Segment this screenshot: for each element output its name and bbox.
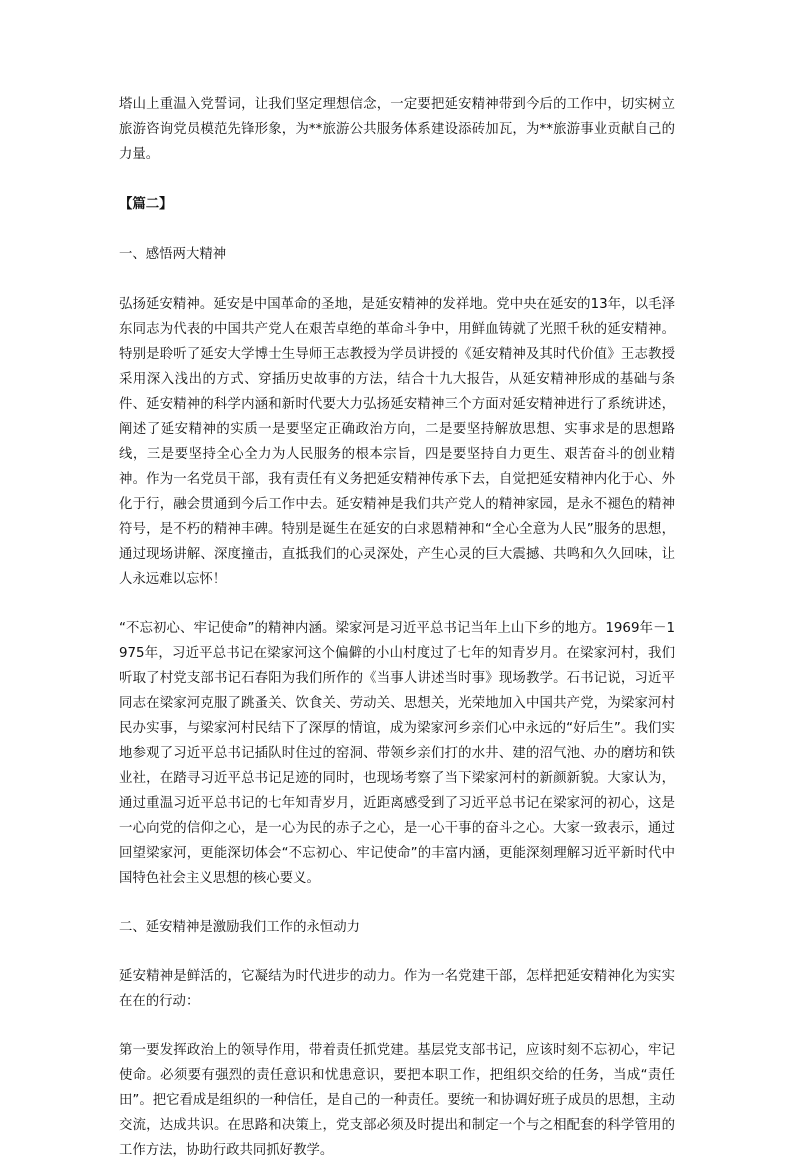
intro-continuation-paragraph: 塔山上重温入党誓词，让我们坚定理想信念，一定要把延安精神带到今后的工作中，切实树立旅游咨询党员模范先锋形象，为**旅游公共服务体系建设添砖加瓦，为**旅游事业贡献自己的力量。: [119, 97, 675, 162]
motivation-paragraph: 延安精神是鲜活的，它凝结为时代进步的动力。作为一名党建干部，怎样把延安精神化为实实在在的行动：: [119, 969, 675, 1009]
yanan-spirit-paragraph: 弘扬延安精神。延安是中国革命的圣地，是延安精神的发祥地。党中央在延安的13年，以毛泽东同志为代表的中国共产党人在艰苦卓绝的革命斗争中，用鲜血铸就了光照千秋的延安精神。特别是聆听了延安大学博士生导师王志教授为学员讲授的《延安精神及其时代价值》王志教授采用深入浅出的方式、穿插历史故事的方法，结合十九大报告，从延安精神形成的基础与条件、延安精神的科学内涵和新时代要大力弘扬延安精神三个方面对延安精神进行了系统讲述，阐述了延安精神的实质一是要坚定正确政治方向，二是要坚持解放思想、实事求是的思想路线，三是要坚持全心全力为人民服务的根本宗旨，四是要坚持自力更生、艰苦奋斗的创业精神。作为一名党员干部，我有责任有义务把延安精神传承下去，自觉把延安精神内化于心、外化于行，融会贯通到今后工作中去。延安精神是我们共产党人的精神家园，是永不褪色的精神符号，是不朽的精神丰碑。特别是诞生在延安的白求恩精神和“全心全意为人民”服务的思想，通过现场讲解、深度撞击，直抵我们的心灵深处，产生心灵的巨大震撼、共鸣和久久回味，让人永远难以忘怀！: [119, 297, 675, 587]
subheading-eternal-motivation: 二、延安精神是激励我们工作的永恒动力: [119, 920, 361, 935]
spacer: [119, 167, 675, 192]
spacer: [119, 217, 675, 242]
spacer: [119, 1014, 675, 1038]
spacer: [119, 592, 675, 616]
spacer: [119, 940, 675, 964]
spacer: [119, 891, 675, 915]
section-marker-heading: 【篇二】: [119, 197, 173, 212]
liangjiahe-paragraph: “不忘初心、牢记使命”的精神内涵。梁家河是习近平总书记当年上山下乡的地方。1969年－1975年，习近平总书记在梁家河这个偏僻的小山村度过了七年的知青岁月。在梁家河村，我们听取了村党支部书记石春阳为我们所作的《当事人讲述当时事》现场教学。石书记说，习近平同志在梁家河克服了跳蚤关、饮食关、劳动关、思想关，光荣地加入中国共产党，为梁家河村民办实事，与梁家河村民结下了深厚的情谊，成为梁家河乡亲们心中永远的“好后生”。我们实地参观了习近平总书记插队时住过的窑洞、带领乡亲们打的水井、建的沼气池、办的磨坊和铁业社，在踏寻习近平总书记足迹的同时，也现场考察了当下梁家河村的新颜新貌。大家认为，通过重温习近平总书记的七年知青岁月，近距离感受到了习近平总书记在梁家河的初心，这是一心向党的信仰之心，是一心为民的赤子之心，是一心干事的奋斗之心。大家一致表示，通过回望梁家河，更能深切体会“不忘初心、牢记使命”的丰富内涵，更能深刻理解习近平新时代中国特色社会主义思想的核心要义。: [119, 621, 675, 886]
document-page: [119, 92, 675, 1163]
first-point-paragraph: 第一要发挥政治上的领导作用，带着责任抓党建。基层党支部书记，应该时刻不忘初心，牢记使命。必须要有强烈的责任意识和忧患意识，要把本职工作，把组织交给的任务，当成“责任田”。把它看成是组织的一种信任，是自己的一种责任。要统一和协调好班子成员的思想，主动交流，达成共识。在思路和决策上，党支部必须及时提出和制定一个与之相配套的科学管用的工作方法，协助行政共同抓好教学。: [119, 1043, 675, 1158]
spacer: [119, 267, 675, 292]
subheading-sense-two-spirits: 一、感悟两大精神: [119, 247, 227, 262]
